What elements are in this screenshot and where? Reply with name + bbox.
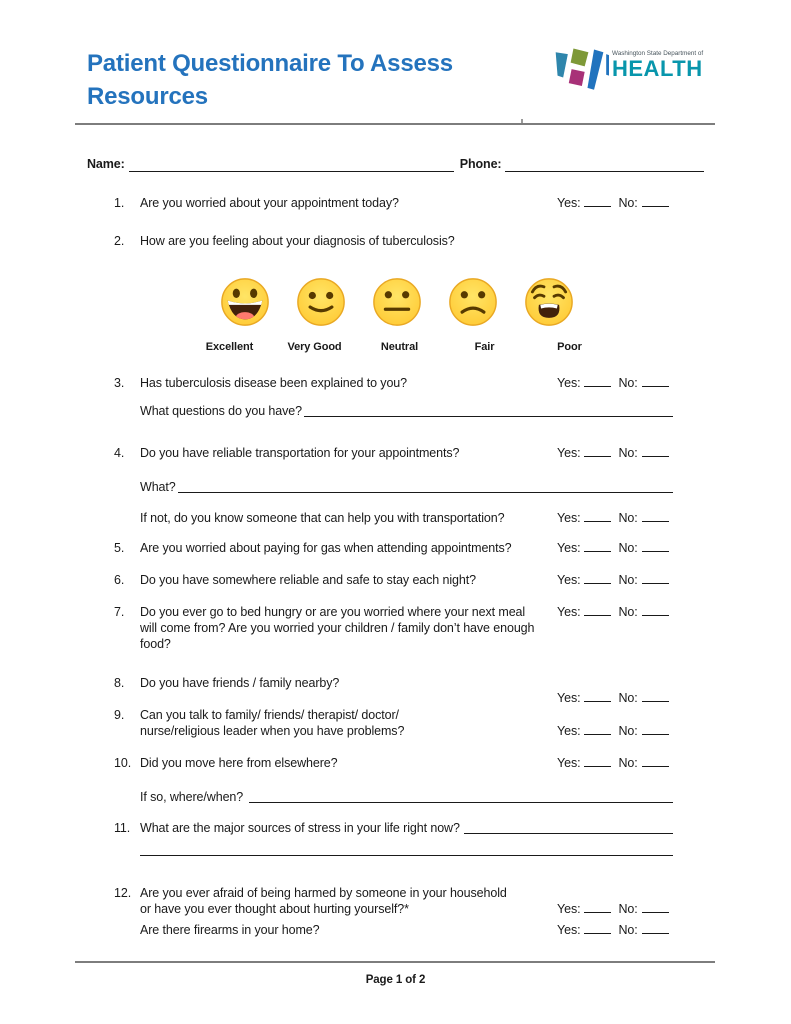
page-title-line2: Resources xyxy=(87,83,208,110)
question-number: 7. xyxy=(114,605,125,619)
no-label: No: xyxy=(618,573,638,587)
agency-name: HEALTH xyxy=(612,56,703,81)
question-text: Can you talk to family/ friends/ therapist/ doctor/ nurse/religious leader when you have problems? xyxy=(140,708,405,738)
yesno-q1 xyxy=(557,195,669,211)
no-blank-line xyxy=(642,375,669,387)
no-label: No: xyxy=(618,605,638,619)
no-blank-line xyxy=(642,901,669,913)
yesno-q6 xyxy=(557,572,669,588)
feeling-scale xyxy=(219,276,575,328)
no-blank-line xyxy=(642,540,669,552)
scale-label-very-good: Very Good xyxy=(287,341,342,353)
yes-blank-line xyxy=(584,195,611,207)
question-text: Are you ever afraid of being harmed by someone in your household or have you ever thought about hurting yourself?* xyxy=(140,886,507,916)
sub-question-text: If so, where/when? xyxy=(140,790,244,804)
yesno-q3 xyxy=(557,375,669,391)
scale-label-excellent: Excellent xyxy=(205,341,254,353)
yes-blank-line xyxy=(584,690,611,702)
yes-blank-line xyxy=(584,445,611,457)
question-text: What are the major sources of stress in your life right now? xyxy=(140,821,460,835)
question-number: 8. xyxy=(114,676,125,690)
question-number: 2. xyxy=(114,234,125,248)
answer-blank-line xyxy=(178,479,673,493)
no-blank-line xyxy=(642,922,669,934)
question-text: How are you feeling about your diagnosis of tuberculosis? xyxy=(140,234,455,248)
no-label: No: xyxy=(618,511,638,525)
name-phone-row xyxy=(87,156,704,172)
yes-blank-line xyxy=(584,922,611,934)
yes-blank-line xyxy=(584,901,611,913)
page-number: Page 1 of 2 xyxy=(365,974,426,986)
yes-label: Yes: xyxy=(557,573,581,587)
yes-blank-line xyxy=(584,572,611,584)
question-text: Do you have somewhere reliable and safe to stay each night? xyxy=(140,573,476,587)
yes-label: Yes: xyxy=(557,923,581,937)
name-field-label: Name: xyxy=(87,157,125,171)
yes-label: Yes: xyxy=(557,902,581,916)
no-label: No: xyxy=(618,923,638,937)
question-text: Has tuberculosis disease been explained to you? xyxy=(140,376,408,390)
no-blank-line xyxy=(642,572,669,584)
sub-question-text: What questions do you have? xyxy=(140,404,302,418)
yesno-q4 xyxy=(557,445,669,461)
yes-blank-line xyxy=(584,755,611,767)
question-4-what xyxy=(140,479,673,495)
agency-small-text: Washington State Department of xyxy=(612,50,704,57)
question-3-followup xyxy=(140,403,673,419)
question-10 xyxy=(114,755,554,771)
question-text: Do you have friends / family nearby? xyxy=(140,676,340,690)
no-label: No: xyxy=(618,691,638,705)
feeling-scale-labels xyxy=(187,341,612,353)
question-10-followup xyxy=(140,789,673,805)
question-8 xyxy=(114,675,554,691)
yes-blank-line xyxy=(584,375,611,387)
name-blank-line xyxy=(129,158,454,172)
yes-blank-line xyxy=(584,540,611,552)
question-text: Did you move here from elsewhere? xyxy=(140,756,338,770)
no-label: No: xyxy=(618,756,638,770)
question-11 xyxy=(114,820,673,836)
question-1 xyxy=(114,195,554,211)
yes-label: Yes: xyxy=(557,691,581,705)
yes-label: Yes: xyxy=(557,541,581,555)
question-12-firearms xyxy=(140,922,320,938)
question-number: 4. xyxy=(114,446,125,460)
no-label: No: xyxy=(618,724,638,738)
yesno-q10 xyxy=(557,755,669,771)
question-number: 11. xyxy=(114,821,131,835)
question-3 xyxy=(114,375,554,391)
yes-label: Yes: xyxy=(557,724,581,738)
question-number: 5. xyxy=(114,541,125,555)
yes-label: Yes: xyxy=(557,756,581,770)
yesno-q7 xyxy=(557,604,669,620)
weary-face-icon xyxy=(523,276,575,328)
phone-blank-line xyxy=(505,158,704,172)
question-5 xyxy=(114,540,554,556)
question-4-ifnot xyxy=(140,510,504,526)
question-2 xyxy=(114,233,554,249)
no-label: No: xyxy=(618,376,638,390)
sub-question-text: What? xyxy=(140,480,176,494)
yes-label: Yes: xyxy=(557,446,581,460)
no-blank-line xyxy=(642,445,669,457)
yes-label: Yes: xyxy=(557,196,581,210)
question-text: Do you ever go to bed hungry or are you worried where your next meal will come from? Are you worried your children / family don’t have enough food? xyxy=(140,605,535,651)
health-logo-icon xyxy=(551,47,609,95)
no-label: No: xyxy=(618,541,638,555)
question-number: 9. xyxy=(114,708,125,722)
answer-blank-line xyxy=(464,820,673,834)
no-blank-line xyxy=(642,510,669,522)
sub-question-text: Are there firearms in your home? xyxy=(140,923,320,937)
question-9 xyxy=(114,707,470,739)
yes-label: Yes: xyxy=(557,376,581,390)
logo-text-block xyxy=(612,50,703,80)
sub-question-text: If not, do you know someone that can help you with transportation? xyxy=(140,511,505,525)
scale-label-fair: Fair xyxy=(474,341,495,353)
question-number: 10. xyxy=(114,756,132,770)
no-blank-line xyxy=(642,755,669,767)
phone-field-label: Phone: xyxy=(459,157,502,171)
yesno-q9 xyxy=(557,723,669,739)
question-number: 6. xyxy=(114,573,125,587)
question-text: Do you have reliable transportation for your appointments? xyxy=(140,446,460,460)
no-label: No: xyxy=(618,902,638,916)
question-text: Are you worried about paying for gas when attending appointments? xyxy=(140,541,512,555)
question-6 xyxy=(114,572,554,588)
no-label: No: xyxy=(618,446,638,460)
no-blank-line xyxy=(642,723,669,735)
answer-blank-line xyxy=(140,855,673,856)
doh-logo xyxy=(551,47,703,95)
yesno-q8 xyxy=(557,690,669,706)
yes-blank-line xyxy=(584,723,611,735)
question-text: Are you worried about your appointment today? xyxy=(140,196,399,210)
yes-blank-line xyxy=(584,604,611,616)
answer-blank-line xyxy=(249,789,673,803)
yes-label: Yes: xyxy=(557,605,581,619)
no-blank-line xyxy=(642,690,669,702)
no-blank-line xyxy=(642,604,669,616)
no-blank-line xyxy=(642,195,669,207)
scale-label-neutral: Neutral xyxy=(380,341,419,353)
no-label: No: xyxy=(618,196,638,210)
question-number: 12. xyxy=(114,886,132,900)
grinning-face-icon xyxy=(219,276,271,328)
question-number: 3. xyxy=(114,376,125,390)
neutral-face-icon xyxy=(371,276,423,328)
footer-rule xyxy=(75,961,715,963)
answer-blank-line xyxy=(304,403,673,417)
yes-blank-line xyxy=(584,510,611,522)
page-title-line1: Patient Questionnaire To Assess xyxy=(87,50,453,77)
tab-stop-mark xyxy=(521,119,523,123)
question-number: 1. xyxy=(114,196,125,210)
yesno-q5 xyxy=(557,540,669,556)
header-rule xyxy=(75,123,715,125)
yesno-firearms xyxy=(557,922,669,938)
scale-label-poor: Poor xyxy=(557,341,582,353)
question-4 xyxy=(114,445,554,461)
question-7 xyxy=(114,604,545,652)
yesno-q12 xyxy=(557,901,669,917)
yes-label: Yes: xyxy=(557,511,581,525)
page-title xyxy=(87,47,453,113)
frowning-face-icon xyxy=(447,276,499,328)
slightly-smiling-face-icon xyxy=(295,276,347,328)
yesno-q4-ifnot xyxy=(557,510,669,526)
question-12 xyxy=(114,885,520,917)
